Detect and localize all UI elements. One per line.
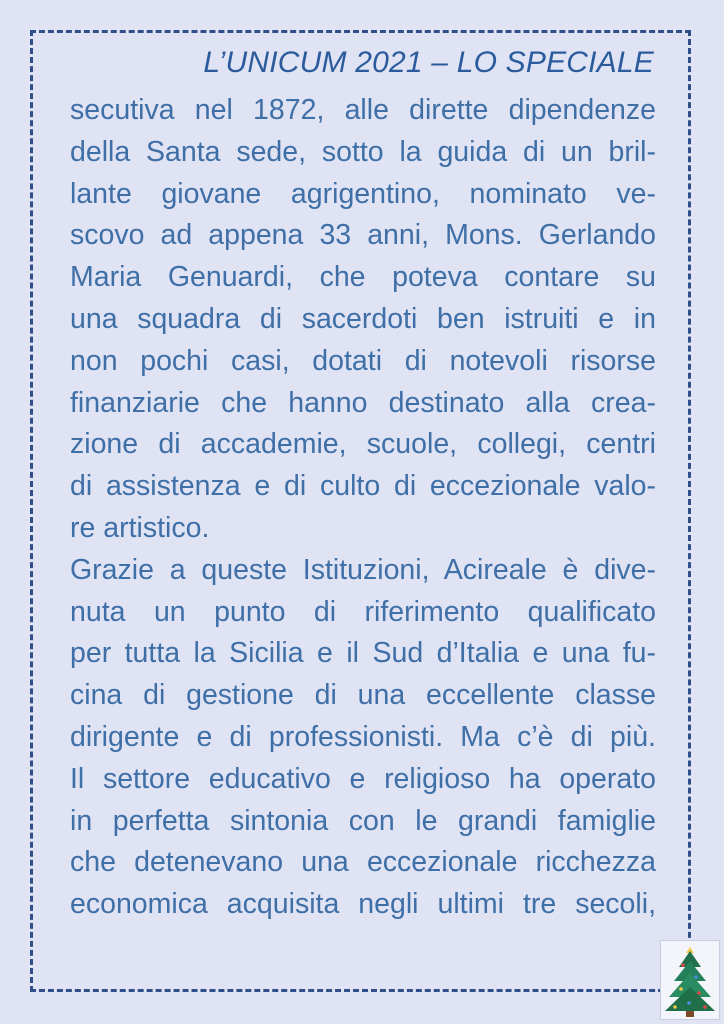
text-line-8: finanziarie che hanno destinato alla crea- — [70, 386, 656, 419]
text-line-1: secutiva nel 1872, alle dirette dipendenze — [70, 94, 656, 126]
text-line-17: Il settore educativo e religioso ha operato — [70, 762, 656, 795]
text-line-9: zione di accademie, scuole, collegi, centri — [70, 428, 656, 461]
text-line-19: che detenevano una eccezionale ricchezza — [70, 846, 656, 879]
text-line-14: per tutta la Sicilia e il Sud d’Italia e una fu- — [70, 637, 656, 670]
christmas-tree-icon — [660, 940, 720, 1020]
text-line-6: una squadra di sacerdoti ben istruiti e in — [70, 302, 656, 335]
text-line-12: Grazie a queste Istituzioni, Acireale è dive- — [70, 553, 656, 586]
text-line-4: scovo ad appena 33 anni, Mons. Gerlando — [70, 219, 656, 252]
text-line-2: della Santa sede, sotto la guida di un bril- — [70, 135, 656, 168]
text-line-18: in perfetta sintonia con le grandi famiglie — [70, 804, 656, 837]
text-line-3: lante giovane agrigentino, nominato ve- — [70, 177, 656, 210]
text-line-11: re artistico. — [70, 511, 210, 544]
article-body — [70, 90, 656, 926]
text-line-5: Maria Genuardi, che poteva contare su — [70, 261, 656, 294]
text-line-7: non pochi casi, dotati di notevoli risorse — [70, 344, 656, 377]
text-line-13: nuta un punto di riferimento qualificato — [70, 595, 656, 628]
text-line-10: di assistenza e di culto di eccezionale valo- — [70, 470, 656, 503]
text-line-16: dirigente e di professionisti. Ma c’è di più. — [70, 720, 656, 753]
text-line-15: cina di gestione di una eccellente classe — [70, 679, 656, 712]
page-header-title: L’UNICUM 2021 – LO SPECIALE — [203, 46, 654, 79]
text-line-20: economica acquisita negli ultimi tre secoli, — [70, 888, 656, 921]
